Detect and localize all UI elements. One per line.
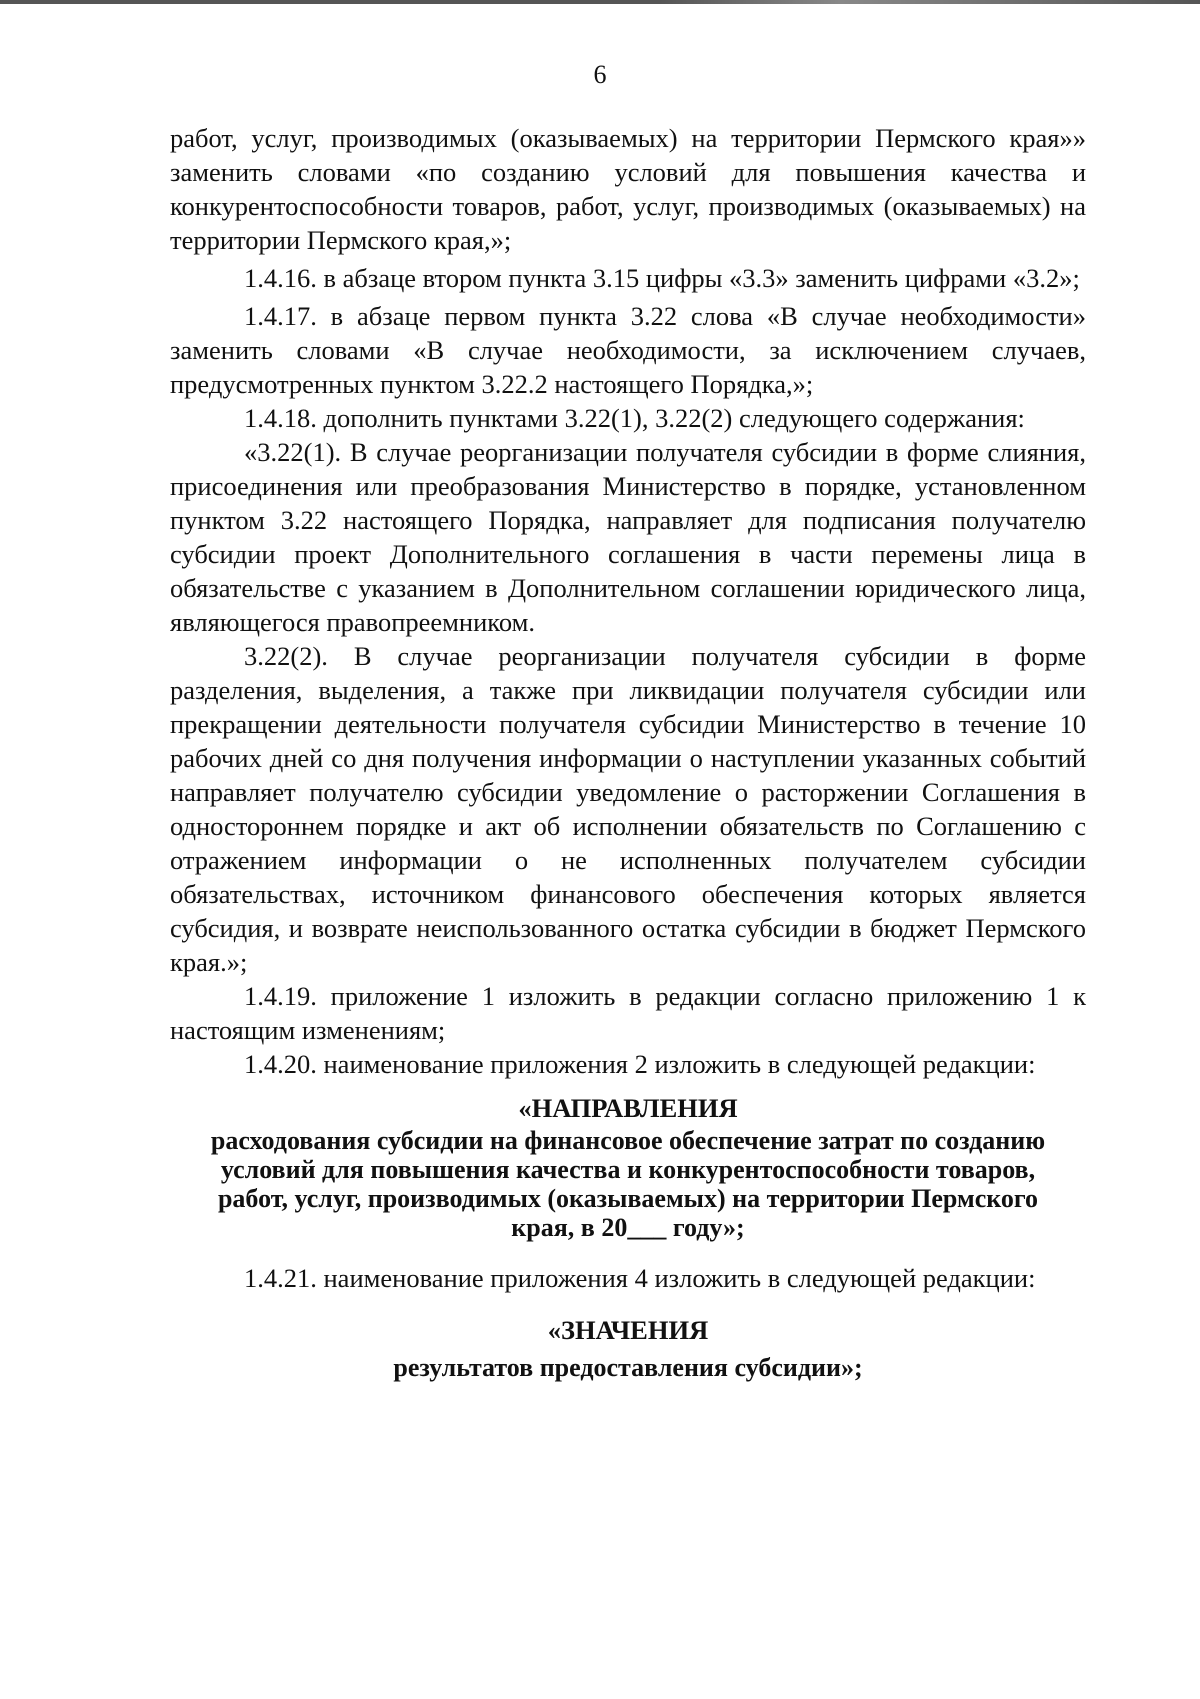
subtitle-line: расходования субсидии на финансовое обеспечение затрат по созданию bbox=[210, 1126, 1046, 1155]
subtitle-line: края, в 20___ году»; bbox=[511, 1213, 745, 1242]
heading-napravleniya-subtitle bbox=[170, 1126, 1086, 1242]
scan-edge-line bbox=[0, 0, 1200, 4]
heading-napravleniya: «НАПРАВЛЕНИЯ bbox=[518, 1093, 738, 1123]
paragraph-3-22-1: «3.22(1). В случае реорганизации получателя субсидии в форме слияния, присоединения или преобразования Министерство в порядке, установленном пунктом 3.22 настоящего Порядка, направляет для подписания получателю субсидии проект Дополнительного соглашения в части перемены лица в обязательстве с указанием в Дополнительном соглашении юридического лица, являющегося правопреемником. bbox=[170, 437, 1086, 637]
page-number: 6 bbox=[593, 60, 607, 89]
heading-znacheniya: «ЗНАЧЕНИЯ bbox=[547, 1315, 709, 1345]
paragraph-continuation: работ, услуг, производимых (оказываемых) на территории Пермского края»» заменить словами «по созданию условий для повышения качества и конкурентоспособности товаров, работ, услуг, производимых (оказываемых) на территории Пермского края,»; bbox=[170, 123, 1086, 255]
paragraph-1-4-21: 1.4.21. наименование приложения 4 изложить в следующей редакции: bbox=[244, 1263, 1036, 1293]
paragraph-1-4-16: 1.4.16. в абзаце втором пункта 3.15 цифры «3.3» заменить цифрами «3.2»; bbox=[244, 263, 1080, 293]
subtitle-line: работ, услуг, производимых (оказываемых) на территории Пермского bbox=[217, 1184, 1039, 1213]
document-body bbox=[170, 121, 1086, 1385]
paragraph-1-4-20: 1.4.20. наименование приложения 2 изложить в следующей редакции: bbox=[244, 1049, 1036, 1079]
subtitle-line: условий для повышения качества и конкурентоспособности товаров, bbox=[220, 1155, 1036, 1184]
paragraph-1-4-19: 1.4.19. приложение 1 изложить в редакции согласно приложению 1 к настоящим изменениям; bbox=[170, 981, 1086, 1045]
paragraph-3-22-2: 3.22(2). В случае реорганизации получателя субсидии в форме разделения, выделения, а также при ликвидации получателя субсидии или прекращении деятельности получателя субсидии Министерство в течение 10 рабочих дней со дня получения информации о наступлении указанных событий направляет получателю субсидии уведомление о расторжении Соглашения в одностороннем порядке и акт об исполнении обязательств по Соглашению с отражением информации о не исполненных получателем субсидии обязательствах, источником финансового обеспечения которых является субсидия, и возврате неиспользованного остатка субсидии в бюджет Пермского края.»; bbox=[170, 641, 1086, 977]
paragraph-1-4-18: 1.4.18. дополнить пунктами 3.22(1), 3.22(2) следующего содержания: bbox=[244, 403, 1025, 433]
heading-znacheniya-subtitle: результатов предоставления субсидии»; bbox=[393, 1353, 863, 1382]
paragraph-1-4-17: 1.4.17. в абзаце первом пункта 3.22 слова «В случае необходимости» заменить словами «В случае необходимости, за исключением случаев, предусмотренных пунктом 3.22.2 настоящего Порядка,»; bbox=[170, 301, 1086, 399]
